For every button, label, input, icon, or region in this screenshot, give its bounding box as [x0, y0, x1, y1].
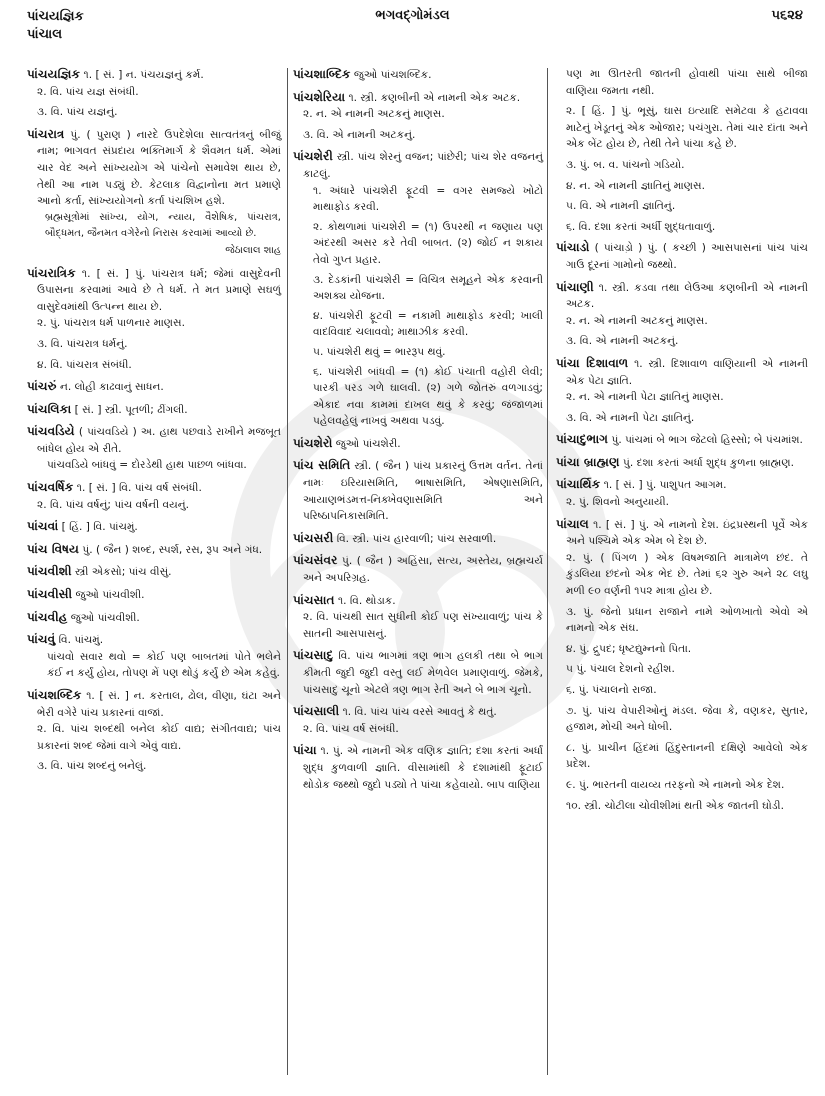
definition: ૧. સ્ત્રી. કણબીની એ નામની એક અટક.: [348, 91, 521, 104]
entry-line: [27, 265, 281, 316]
entry-line: [27, 126, 281, 210]
sense-line: ૪. પું. દ્રુપદ; ધૃષ્ટદ્યુમ્નનો પિતા.: [566, 642, 692, 655]
first-guide-word: પાંચયજ્ઞિક: [27, 9, 84, 24]
definition: ૧. [ સં. ] પું. એ નામનો દેશ. ઇંદ્રપ્રસ્થની પૂર્વે એક અને પશ્ચિમે એક એમ બે દેશ છે.: [566, 518, 809, 548]
entry-line: [27, 66, 281, 84]
definition: ન. લોહી કાઢવાનું સાધન.: [59, 381, 164, 394]
headword: પાંચવું: [27, 632, 56, 647]
entry-line: [556, 239, 808, 273]
headword: પાંચશાબ્દિક: [293, 67, 351, 81]
sense-line: ૭. પું. પાંચ વેપારીઓનું મંડલ. જેવા કે, વણકર, સુતાર, હજામ, મોચી અને ધોબી.: [566, 704, 808, 734]
definition: ૧. [ સં. ] પું. પાશુપત આગમ.: [603, 479, 727, 492]
definition: જુઓ પાંચવીશી.: [70, 611, 140, 624]
entry-line: [27, 631, 281, 649]
sense-line: ૩. વિ. એ નામની પેટા જ્ઞાતિનું.: [566, 411, 695, 424]
column-2: [293, 66, 543, 1080]
entry-line: [293, 592, 543, 610]
dictionary-entry: [293, 148, 543, 430]
entry-line: [293, 703, 543, 721]
dictionary-entry: [27, 401, 281, 419]
entry-line: [27, 378, 281, 396]
headword: પાંચા દિશાવાળ: [556, 355, 629, 370]
sense-line: ૩. વિ. એ નામની અટકનું.: [566, 335, 679, 348]
headword: પાંચ વિષય: [27, 541, 80, 556]
idiom-example: ૫. પાંચશેરી થવું = ભારરૂપ થવું.: [313, 345, 446, 358]
sense-line: ૨. પું. પાંચરાત્ર ધર્મ પાળનાર માણસ.: [37, 317, 185, 330]
sense-line: ૩. વિ. પાંચરાત્ર ધર્મનું.: [37, 337, 128, 350]
entry-line: [27, 563, 281, 581]
quote-author: જેઠાલાલ શાહ: [225, 244, 281, 256]
dictionary-entry: [27, 687, 281, 775]
sense-line: ૨. વિ. પાંચથી સાત સુધીની કોઈ પણ સંખ્યાવાળું; પાંચ કે સાતની આસપાસનું.: [303, 611, 543, 640]
headword: પાંચસરી: [293, 530, 334, 545]
sense-line: ૮. પું. પ્રાચીન હિંદમાં હિંદુસ્તાનની દક્ષિણે આવેલો એક પ્રદેશ.: [566, 741, 808, 771]
dictionary-entry: [293, 552, 543, 586]
dictionary-entry: [293, 89, 543, 144]
sense-line: ૪. વિ. પાંચરાત્ર સંબંધી.: [37, 358, 132, 371]
entry-line: [27, 586, 281, 604]
headword: પાંચશેરી: [293, 149, 333, 164]
dictionary-entry: [293, 592, 543, 643]
column-1: [27, 66, 281, 1080]
entry-continuation: પણ મા ઊતરતી જાતની હોવાથી પાંચા સાથે બીજા વાણિયા જમતા નથી.: [566, 68, 808, 97]
entry-line: [293, 148, 543, 182]
entry-line: [293, 457, 543, 524]
definition: સ્ત્રી. પાંચ શેરનું વજન; પાંછેરી; પાંચ શેર વજનનું કાટલું.: [303, 151, 544, 180]
definition: જુઓ પાંચશબ્દિક.: [353, 69, 432, 81]
entry-line: [556, 516, 808, 550]
dictionary-entry: [556, 431, 808, 449]
dictionary-entry: [556, 279, 808, 350]
entry-line: [293, 66, 543, 84]
headword: પાંચવડિયે: [27, 424, 75, 439]
definition: પું. ( જૈન ) શબ્દ, સ્પર્શ, રસ, રૂપ અને ગંધ.: [82, 543, 263, 556]
definition: ૧. [ સં. ] વિ. પાંચ વર્ષ સંબંધી.: [76, 482, 202, 495]
entry-line: [556, 476, 808, 494]
definition: પું. ( પુરાણ ) નારદે ઉપદેશેલા સાત્વતંત્રનું બીજું નામ; ભાગવત સંપ્રદાય ભક્તિમાર્ગ કે શૈવમત ધર્મ. એમાં ચાર વેદ અને સાંખ્યયોગ એ પાંચેનો સમાવેશ થાય છે, તેથી આ નામ પડ્યું છે. કેટલાક વિદ્વાનોના મત પ્રમાણે આનો કર્તા, સાંખ્યયોગનો કર્તા પંચશિખ હશે.: [37, 128, 281, 208]
headword: પાંચાદુભાગ: [556, 432, 609, 447]
definition: [ સં. ] સ્ત્રી. પૂતળી; ઢીંગલી.: [74, 403, 188, 416]
definition: વિ. પાંચમું.: [58, 634, 104, 647]
headword: પાંચા બ્રાહ્મણ: [556, 454, 620, 469]
headword: પાંચાલ: [556, 516, 589, 531]
definition: ૧. વિ. થોડાક.: [337, 594, 396, 607]
sense-line: ૨. વિ. પાંચ વર્ષનું; પાંચ વર્ષની વયનું.: [37, 498, 190, 511]
sense-line: ૯. પું. ભારતની વાયવ્ય તરફનો એ નામનો એક દેશ.: [566, 778, 785, 791]
dictionary-entry: [27, 586, 281, 604]
quote-text: બ્રહ્મસૂત્રોમાં સાંખ્ય, યોગ, ન્યાય, વૈશેષિક, પાંચરાત્ર, બૌદ્ધમત, જૈનમત વગેરેનો નિરાસ કરવામાં આવ્યો છે.: [45, 211, 281, 240]
citation-quote: [27, 210, 281, 260]
sense-line: ૫ પું. પંચાલ દેશનો રહીશ.: [566, 663, 675, 676]
headword: પાંચશબ્દિક: [27, 688, 82, 702]
entry-line: [556, 279, 808, 313]
headword: પાંચવીસી: [27, 587, 73, 602]
headword: પાંચાણી: [556, 279, 594, 294]
sense-line: ૨. વિ. પાંચ વર્ષ સંબંધી.: [303, 722, 399, 735]
dictionary-entry: [556, 239, 808, 273]
definition: સ્ત્રી. ( જૈન ) પાંચ પ્રકારનું ઉત્તમ વર્તન. તેનાં નામઃ ઇરિયાસમિતિ, ભાષાસમિતિ, એષણાસમિતિ, આયાણભંડમત્ત-નિક્ખેવણાસમિતિ અને પરિષ્ઠાપનિકાસમિતિ.: [303, 460, 543, 523]
sense-line: ૨. ન. એ નામની પેટા જ્ઞાતિનું માણસ.: [566, 391, 724, 404]
sense-line: ૨. પું. ( પિંગળ ) એક વિષમજાતિ માત્રામેળ છંદ. તે કુંડલિયા છંદનો એક ભેદ છે. તેમાં ૬૨ ગુરુ અને ૨૮ લઘુ મળી ૯૦ વર્ણની ૧૫૨ માત્રા હોય છે.: [566, 551, 808, 598]
sense-line: ૩. પું. જેનો પ્રધાન રાજાને નામે ઓળખાતો એવો એ નામનો એક સંઘ.: [566, 605, 808, 635]
entry-line: [27, 541, 281, 559]
dictionary-entry: [556, 476, 808, 510]
sense-line: ૩. વિ. પાંચ યજ્ઞનું.: [37, 106, 118, 119]
entry-line: [27, 518, 281, 536]
headword: પાંચાર્થિક: [556, 477, 601, 492]
headword: પાંચશેરિયા: [293, 89, 346, 104]
headword: પાંચસાલી: [293, 704, 340, 719]
dictionary-entry: [27, 126, 281, 260]
headword: પાંચસંવર: [293, 553, 338, 568]
entry-line: [293, 552, 543, 586]
idiom-example: પાંચવડિયે બાંધવું = દોરડેથી હાથ પાછળ બાંધવા.: [47, 459, 247, 472]
headword: પાંચયજ્ઞિક: [27, 67, 81, 81]
headword: પાંચરું: [27, 379, 57, 394]
sense-line: ૨. ન. એ નામની અટકનું માણસ.: [303, 108, 445, 121]
entry-line: [293, 435, 543, 453]
definition: વિ. સ્ત્રી. પાંચ હારવાળી; પાંચ સરવાળી.: [336, 532, 497, 545]
entry-line: [27, 687, 281, 721]
entry-line: [27, 401, 281, 419]
definition: વિ. પાંચ ભાગમાં ત્રણ ભાગ હલકી તથા બે ભાગ કીમતી જુદી જુદી વસ્તુ લઈ મેળવેલ પ્રમાણવાળું. જેમકે, પાંચસાદુ ચૂનો એટલે ત્રણ ભાગ રેતી અને બે ભાગ ચૂનો.: [303, 650, 543, 696]
headword: પાંચવીહ: [27, 609, 68, 624]
dictionary-entry: [556, 355, 808, 426]
sense-line: ૩. વિ. પાંચ શબ્દનું બનેલું.: [37, 760, 147, 773]
dictionary-entry: [27, 479, 281, 513]
dictionary-entry: [293, 742, 543, 793]
definition: જુઓ પાંચવીશી.: [75, 589, 145, 602]
headword: પાંચા: [293, 743, 317, 758]
sense-line: ૨. [ હિં. ] પું. ભૂસું, ઘાસ ઇત્યાદિ સમેટવા કે હટાવવા માટેનું ખેડૂતનું એક ઓજાર; પચંગુરા. તેમાં ચાર દાંતા અને એક બેંટ હોય છે, તેથી તેને પાંચા કહે છે.: [566, 105, 808, 151]
idiom-example: પાંચવો સવાર થવો = કોઈ પણ બાબતમાં પોતે ભલેને કંઈ ન કર્યું હોય, તોપણ મેં પણ થોડું કર્યું છે એમ કહેવું.: [47, 650, 281, 680]
dictionary-entry: [27, 563, 281, 581]
sense-line: ૩. પું. બ. વ. પાંચનો ગડિયો.: [566, 158, 685, 171]
sense-line: ૫. વિ. એ નામની જ્ઞાતિનું.: [566, 200, 676, 213]
dictionary-entry: [293, 530, 543, 548]
definition: ૧. પું. એ નામની એક વણિક જ્ઞાતિ; દશા કરતાં અર્ધાં શુદ્ધ કુળવાળી જ્ઞાતિ. વીસામાંથી કે દશામાંથી ફૂટાઈ થોડોક જથ્થો જુદો પડ્યો તે પાંચા કહેવાયો. બાપ વાણિયા: [303, 745, 544, 791]
entry-line: [27, 423, 281, 457]
entry-line: [293, 742, 543, 793]
idiom-example: ૬. પાંચશેરી બાંધવી = (૧) કોઈ પંચાતી વહોરી લેવી; પારકી પરડ ગળે ઘાલવી. (૨) ગળે જોતરું વળગાડવું; એકાદ નવા કામમાં દાખલ થવું કે કરવું; જંજાળમાં પહેલવહેલું નાખવું અથવા પડવું.: [313, 365, 543, 428]
dictionary-entry: [556, 516, 808, 815]
headword: પાંચસાદુ: [293, 648, 334, 663]
entry-line: [27, 609, 281, 627]
sense-line: ૬. પું. પંચાલનો રાજા.: [566, 684, 657, 696]
idiom-example: ૪. પાંચશેરી ફૂટવી = નકામી માથાફોડ કરવી; ખાલી વાદવિવાદ ચલાવવો; માથાઝીક કરવી.: [313, 309, 543, 339]
headword: પાંચવર્ષિક: [27, 480, 74, 495]
idiom-example: ૩. દેડકાંની પાંચશેરી = વિચિત્ર સમૂહને એક કરવાની અશક્ય યોજના.: [313, 273, 543, 303]
definition: ૧. સ્ત્રી. દિશાવાળ વાણિયાની એ નામની એક પેટા જ્ઞાતિ.: [566, 357, 808, 387]
sense-line: ૨. વિ. પાંચ શબ્દથી બનેલ કોઈ વાદ્ય; સંગીતવાદ્ય; પાંચ પ્રકારનાં શબ્દ જેમાં વાગે એવું વાદ્ય.: [37, 723, 281, 752]
sense-line: ૬. વિ. દશા કરતાં અર્ધી શુદ્ધતાવાળું.: [566, 220, 716, 233]
page-title: ભગવદ્ગોમંડલ: [375, 8, 450, 23]
definition: પું. પાંચમાં બે ભાગ જેટલો હિસ્સો; બે પંચમાંશ.: [611, 434, 803, 447]
dictionary-entry: [27, 66, 281, 121]
sense-line: ૨. વિ. પાંચ યજ્ઞ સંબંધી.: [37, 85, 139, 98]
headword: પાંચલિકા: [27, 401, 72, 416]
entry-line: [556, 454, 808, 472]
dictionary-entry: [293, 703, 543, 737]
entry-line: [556, 355, 808, 389]
entry-line: [556, 431, 808, 449]
definition: પું. ( જૈન ) અહિંસા, સત્ય, અસ્તેય, બ્રહ્મચર્ય અને અપરિગ્રહ.: [303, 555, 543, 585]
entry-line: [293, 89, 543, 107]
dictionary-entry: [27, 265, 281, 374]
entry-line: [27, 479, 281, 497]
dictionary-entry: [556, 454, 808, 472]
sense-line: ૨. પું. શિવનો અનુયાયી.: [566, 496, 670, 509]
definition: સ્ત્રી એકસો; પાંચ વીસું.: [74, 566, 172, 579]
dictionary-entry: [27, 518, 281, 536]
entry-line: [293, 530, 543, 548]
dictionary-entry: [293, 435, 543, 453]
page-number: ૫૬૨૪: [771, 8, 803, 23]
definition: ૧. સ્ત્રી. કડવા તથા લેઉઆ કણબીની એ નામની અટક.: [566, 281, 809, 311]
dictionary-entry: [27, 631, 281, 682]
idiom-example: ૧. અંધારે પાંચશેરી ફૂટવી = વગર સમજ્યે ખોટો માથાફોડ કરવી.: [313, 184, 543, 214]
definition: ( પાંચાડ઼ો ) પું. ( કચ્છી ) આસપાસનાં પાંચ પાંચ ગાઉ દૂરનાં ગામોનો જથ્થો.: [566, 242, 808, 271]
definition: ૧. [ સં. ] ન. પંચયજ્ઞનું કર્મ.: [83, 69, 204, 81]
definition: [ હિં. ] વિ. પાંચમું.: [61, 521, 138, 534]
dictionary-entry: [27, 541, 281, 559]
headword: પાંચવાં: [27, 519, 59, 534]
last-guide-word: પાંચાલ: [27, 27, 63, 42]
column-divider: [547, 68, 548, 1075]
sense-line: ૨. ન. એ નામની અટકનું માણસ.: [566, 314, 708, 327]
headword: પાંચાડો: [556, 240, 590, 255]
dictionary-entry: [27, 609, 281, 627]
sense-line: ૩. વિ. એ નામની અટકનું.: [303, 128, 416, 141]
headword: પાંચવીશી: [27, 564, 72, 579]
headword: પાંચશેરો: [293, 435, 333, 450]
dictionary-entry: [293, 66, 543, 84]
dictionary-entry: [293, 647, 543, 698]
entry-line: [293, 647, 543, 698]
definition: જુઓ પાંચશેરી.: [335, 437, 401, 450]
definition: પું. દશા કરતાં અર્ધા શુદ્ધ કુળના બ્રાહ્મણ.: [623, 456, 795, 469]
column-3: [556, 66, 808, 1080]
sense-line: ૪. ન. એ નામની જ્ઞાતિનું માણસ.: [566, 179, 705, 192]
dictionary-entry: [27, 378, 281, 396]
idiom-example: ૨. કોથળામાં પાંચશેરી = (૧) ઉપરથી ન જણાય પણ અંદરથી અસર કરે તેવી બાબત. (૨) જોઈ ન શકાય તેવો ગુપ્ત પ્રહાર.: [313, 220, 543, 266]
headword: પાંચરાત્રિક: [27, 265, 76, 280]
definition: ( પાંચવડિયે ) અ. હાથ પછવાડે રાખીને મજબૂત બાંધેલ હોય એ રીતે.: [37, 426, 281, 455]
dictionary-entry: [293, 457, 543, 524]
sense-line: ૧૦. સ્ત્રી. ચોટીલા ચોવીશીમાં થતી એક જાતની ઘોડી.: [566, 799, 784, 812]
column-divider: [287, 68, 288, 1075]
definition: ૧. વિ. પાંચ પાંચ વરસે આવતું કે થતું.: [342, 706, 497, 719]
definition: ૧. [ સં. ] ન. કરતાલ, ઢોલ, વીણા, ઘંટા અને ભેરી વગેરે પાંચ પ્રકારનાં વાજાં.: [37, 690, 281, 719]
headword: પાંચરાત્ર: [27, 126, 65, 141]
headword: પાંચસાત: [293, 592, 335, 607]
dictionary-entry: [27, 423, 281, 474]
definition: ૧. [ સં. ] પું. પાંચરાત્ર ધર્મ; જેમાં વાસુદેવની ઉપાસના કરવામાં આવે છે તે ધર્મ. તે મત પ્રમાણે સઘળું વાસુદેવમાંથી ઉત્પન્ન થાય છે.: [37, 267, 281, 313]
headword: પાંચ સમિતિ: [293, 458, 351, 473]
